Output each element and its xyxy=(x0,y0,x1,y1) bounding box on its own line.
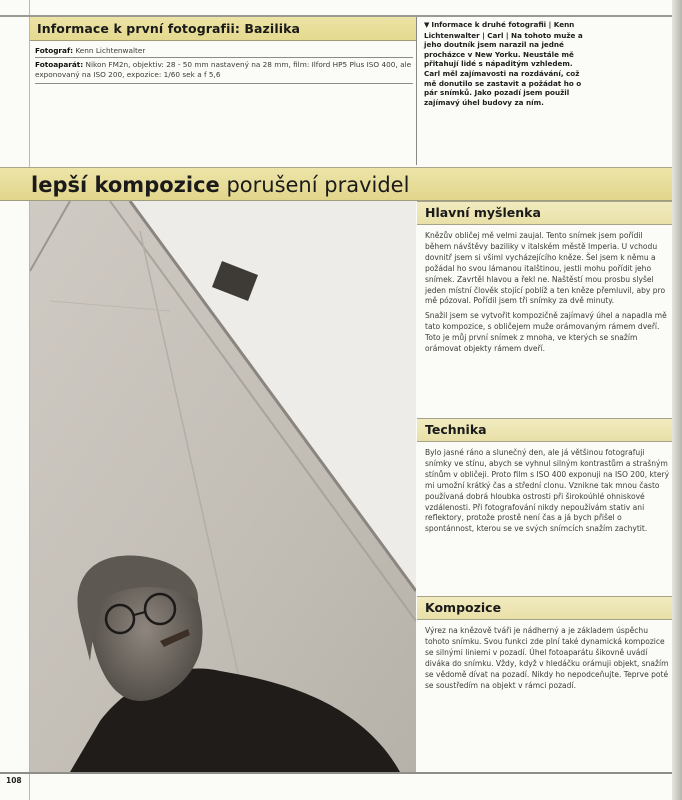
section-body-technique xyxy=(425,448,670,535)
main-photo xyxy=(30,201,416,772)
camera-value: Nikon FM2n, objektiv: 28 - 50 mm nastavený na 28 mm, film: Ilford HP5 Plus ISO 400, ale exponovaný na ISO 200, expozice: 1/60 sek a f 5,6 xyxy=(35,60,412,79)
second-photo-caption-text: Informace k druhé fotografii | Kenn Lichtenwalter | Carl | Na tohoto muže a jeho doutník jsem narazil na jedné procházce v New Yorku. Neustále mě přitahují lidé s nápaditým vzhledem. Carl měl zajímavosti na rozdávání, což mě donutilo se zastavit a požádat ho o pár snímků. Jako pozadí jsem použil zajímavý úhel budovy za ním. xyxy=(424,20,583,107)
section-title: Technika xyxy=(425,422,487,437)
info-row-divider xyxy=(35,83,413,84)
first-photo-info-title: Informace k první fotografii: Bazilika xyxy=(37,21,301,36)
paragraph: Bylo jasné ráno a slunečný den, ale já většinou fotografuji snímky ve stínu, abych se vyhnul silným kontrastům a strašným stínům v obličeji. Proto film s ISO 400 exponuji na ISO 200, který mi umožní krátký čas a střední clonu. Vznikne tak mnou často používaná dobrá hloubka ostrosti při širokoúhlé ohniskové vzdálenosti. Při fotografování nikdy nepoužívám stativ ani reflektory, protože prostě není čas a já bych přišel o spontánnost, kterou se ve svých snímcích snažím zachytit. xyxy=(425,448,670,534)
page-number: 108 xyxy=(6,776,22,785)
heading-light: porušení pravidel xyxy=(226,173,410,197)
column-divider xyxy=(416,17,417,165)
second-photo-caption xyxy=(424,20,584,107)
section-header-technique xyxy=(417,418,672,442)
bottom-rule xyxy=(0,772,672,774)
triangle-down-icon: ▼ xyxy=(424,21,430,29)
photographer-value: Kenn Lichtenwalter xyxy=(75,46,146,55)
section-body-main-idea xyxy=(425,231,670,355)
section-title: Hlavní myšlenka xyxy=(425,205,541,220)
section-heading xyxy=(31,172,409,198)
paragraph: Výrez na knězově tváři je nádherný a je základem úspěchu tohoto snímku. Svou funkci zde plní také dynamická kompozice se silnými liniemi v pozadí. Úhel fotoaparátu šikovně uvádí diváka do snímku. Vždy, když v hledáčku orámuji objekt, snažím se vědomě dívat na pozadí. Nikdy ho nepodceňujte. Teprve poté se soustředím na objekt v rámci pozadí. xyxy=(425,626,669,690)
first-photo-info-header xyxy=(30,17,416,41)
info-row-divider xyxy=(35,57,413,58)
section-title: Kompozice xyxy=(425,600,502,615)
heading-bold: lepší kompozice xyxy=(31,173,220,197)
section-header-composition xyxy=(417,596,672,620)
photo-illustration xyxy=(30,201,416,772)
camera-label: Fotoaparát: xyxy=(35,60,84,69)
paragraph: Snažil jsem se vytvořit kompozičně zajímavý úhel a napadla mě tato kompozice, s obličejem muže orámovaným rámem dveří. Toto je můj první snímek z mnoha, ve kterých se snažím orámovat objekty rámem dveří. xyxy=(425,311,667,354)
section-heading-bar xyxy=(0,167,672,201)
photographer-row xyxy=(35,46,413,56)
camera-row xyxy=(35,60,413,79)
section-header-main-idea xyxy=(417,201,672,225)
paragraph: Knězův obličej mě velmi zaujal. Tento snímek jsem pořídil během návštěvy baziliky v italském městě Imperia. U vchodu dovnitř jsem si všiml vycházejícího kněze. Šel jsem k němu a požádal ho svou lámanou italštinou, jestli mohu pořídit jeho snímek. Zavrtěl hlavou a řekl ne. Naštěstí mou prosbu slyšel jeden místní člověk stojící poblíž a ten kněze přemluvil, aby pro mě pózoval. Pořídil jsem tři snímky za dvě minuty. xyxy=(425,231,666,306)
section-body-composition xyxy=(425,626,670,691)
photographer-label: Fotograf: xyxy=(35,46,74,55)
page-gutter-edge xyxy=(672,0,682,800)
